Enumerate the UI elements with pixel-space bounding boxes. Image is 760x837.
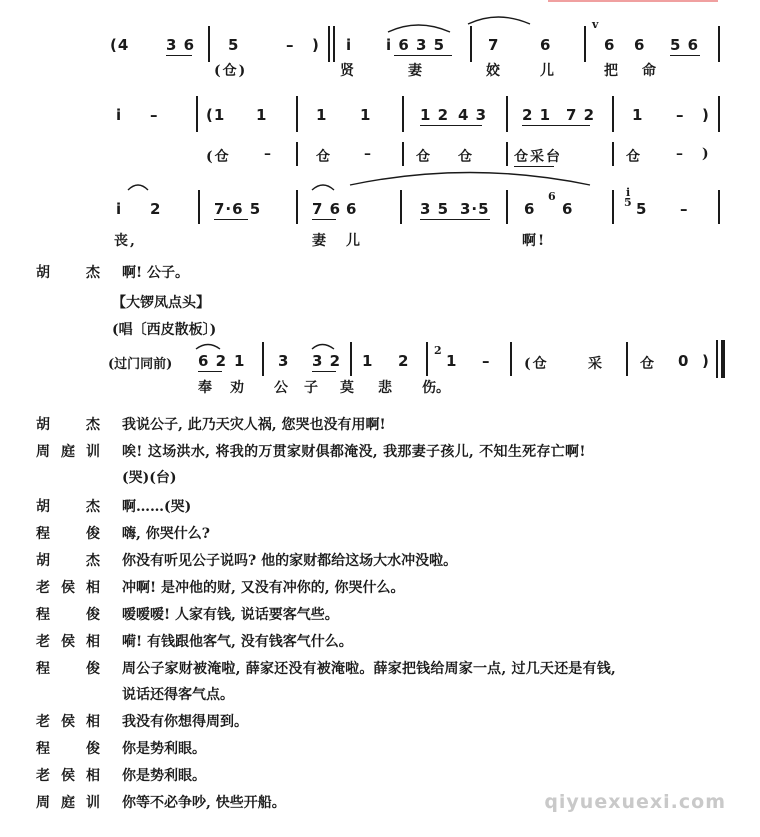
lyric: – bbox=[676, 146, 685, 162]
note: 3 2 bbox=[312, 352, 342, 370]
note: 1 bbox=[362, 352, 374, 370]
note: 1 2 bbox=[420, 106, 450, 124]
speaker-name: 程 俊 bbox=[36, 661, 100, 677]
grace-note: i bbox=[626, 186, 631, 199]
slur bbox=[128, 185, 148, 190]
note: 4 3 bbox=[458, 106, 488, 124]
dialogue-text: 我没有你想得周到。 bbox=[122, 714, 248, 730]
note: 3 5 bbox=[420, 200, 450, 218]
barline bbox=[506, 96, 508, 132]
barline bbox=[296, 142, 298, 166]
barline bbox=[296, 96, 298, 132]
lyric: (仓 bbox=[206, 149, 231, 165]
note: (仓 bbox=[524, 356, 549, 372]
underline bbox=[198, 371, 222, 372]
note: – bbox=[482, 352, 491, 370]
speaker-name: 程 俊 bbox=[36, 741, 100, 757]
note: 1 bbox=[256, 106, 268, 124]
lyric: (仓) bbox=[214, 63, 248, 79]
note: 1 bbox=[446, 352, 458, 370]
dialogue-text: 啊……(哭) bbox=[122, 499, 192, 515]
slur bbox=[350, 173, 590, 186]
breath-mark: v bbox=[592, 18, 599, 31]
lyric: 仓 bbox=[316, 149, 332, 165]
note: 2 1 bbox=[522, 106, 552, 124]
dialogue-text: 嗨, 你哭什么? bbox=[122, 526, 210, 542]
note: 6 bbox=[634, 36, 646, 54]
grace-note: 5 bbox=[624, 196, 632, 209]
note: 0 bbox=[678, 352, 690, 370]
note: 6 bbox=[524, 200, 536, 218]
note: 3·5 bbox=[460, 200, 490, 218]
speaker-name: 老侯相 bbox=[36, 714, 100, 730]
barline bbox=[328, 26, 330, 62]
note: i bbox=[116, 106, 123, 124]
speaker-name: 胡 杰 bbox=[36, 499, 100, 515]
note: 采 bbox=[588, 356, 604, 372]
lyric: 莫 bbox=[340, 380, 354, 396]
note: ) bbox=[702, 352, 710, 370]
barline bbox=[400, 190, 402, 224]
lyric: 仓 bbox=[458, 149, 474, 165]
note: 2 bbox=[150, 200, 162, 218]
underline bbox=[514, 166, 554, 167]
lyric: 儿 bbox=[540, 63, 556, 79]
slur bbox=[196, 345, 220, 350]
note: i 6 3 5 bbox=[386, 36, 446, 54]
barline bbox=[470, 26, 472, 62]
note: 1 bbox=[234, 352, 246, 370]
watermark: qiyuexuexi.com bbox=[544, 791, 726, 813]
barline bbox=[626, 342, 628, 376]
stage-direction: (唱〔西皮散板〕) bbox=[112, 322, 217, 338]
note: 2 bbox=[398, 352, 410, 370]
slur bbox=[388, 25, 450, 32]
note: 5 6 bbox=[670, 36, 700, 54]
speaker-name: 周庭训 bbox=[36, 795, 100, 811]
underline bbox=[420, 125, 482, 126]
lyric: 子 bbox=[304, 380, 318, 396]
note: 7·6 5 bbox=[214, 200, 262, 218]
note: 6 bbox=[604, 36, 616, 54]
lyric: 把 bbox=[604, 63, 620, 79]
dialogue-text: 你等不必争吵, 快些开船。 bbox=[122, 795, 286, 811]
dialogue-text: 嗳嗳嗳! 人家有钱, 说话要客气些。 bbox=[122, 607, 339, 623]
stage-direction: 【大锣凤点头】 bbox=[112, 295, 210, 311]
speaker-name: 周庭训 bbox=[36, 444, 100, 460]
speaker-name: 胡 杰 bbox=[36, 417, 100, 433]
lyric: 妻 bbox=[312, 233, 328, 249]
grace-note: 2 bbox=[434, 344, 442, 357]
note: 7 2 bbox=[566, 106, 596, 124]
barline bbox=[612, 96, 614, 132]
lyric: 仓采台 bbox=[514, 149, 562, 165]
lyric: 仓 bbox=[416, 149, 432, 165]
lyric: – bbox=[364, 146, 373, 162]
barline bbox=[296, 190, 298, 224]
note: 3 6 bbox=[166, 36, 196, 54]
dialogue-text: 冲啊! 是冲他的财, 又没有冲你的, 你哭什么。 bbox=[122, 580, 405, 596]
barline bbox=[716, 340, 718, 378]
note: ) bbox=[312, 36, 320, 54]
barline bbox=[262, 342, 264, 376]
note: – bbox=[286, 36, 295, 54]
underline bbox=[312, 371, 336, 372]
note: 1 bbox=[316, 106, 328, 124]
slur bbox=[312, 345, 334, 350]
grace-note: 6 bbox=[548, 190, 556, 203]
dialogue-text: 说话还得客气点。 bbox=[122, 687, 234, 703]
lyric: 丧, bbox=[114, 233, 137, 249]
dialogue-text: 嗬! 有钱跟他客气, 没有钱客气什么。 bbox=[122, 634, 353, 650]
final-barline bbox=[721, 340, 725, 378]
lyric: 公 bbox=[274, 380, 288, 396]
speaker-name: 老侯相 bbox=[36, 580, 100, 596]
slur bbox=[468, 17, 530, 24]
note: ) bbox=[702, 106, 710, 124]
slur bbox=[312, 185, 334, 190]
barline bbox=[718, 190, 720, 224]
barline bbox=[584, 26, 586, 62]
lyric: 仓 bbox=[626, 149, 642, 165]
underline bbox=[522, 125, 590, 126]
speaker-name: 胡 杰 bbox=[36, 553, 100, 569]
note: i bbox=[116, 200, 123, 218]
lyric: 悲 bbox=[378, 380, 392, 396]
underline bbox=[670, 55, 700, 56]
barline bbox=[198, 190, 200, 224]
lyric: 命 bbox=[642, 63, 658, 79]
dialogue-text: 你是势利眼。 bbox=[122, 768, 206, 784]
speaker-name: 程 俊 bbox=[36, 607, 100, 623]
underline bbox=[312, 219, 336, 220]
lyric: 姣 bbox=[486, 63, 502, 79]
note: (1 bbox=[206, 106, 226, 124]
barline bbox=[402, 142, 404, 166]
note: 7 6 bbox=[312, 200, 342, 218]
note: (4 bbox=[110, 36, 130, 54]
note: i bbox=[346, 36, 353, 54]
underline bbox=[394, 55, 452, 56]
lyric: 儿 bbox=[346, 233, 362, 249]
lyric: 啊! bbox=[522, 233, 547, 249]
dialogue-text: 你没有听见公子说吗? 他的家财都给这场大水冲没啦。 bbox=[122, 553, 458, 569]
barline bbox=[718, 96, 720, 132]
barline bbox=[350, 342, 352, 376]
underline bbox=[420, 219, 490, 220]
barline bbox=[196, 96, 198, 132]
note: 1 bbox=[360, 106, 372, 124]
barline bbox=[510, 342, 512, 376]
underline bbox=[166, 55, 192, 56]
note: 6 2 bbox=[198, 352, 228, 370]
dialogue-text: 啊! 公子。 bbox=[122, 265, 190, 281]
note: 3 bbox=[278, 352, 290, 370]
barline bbox=[718, 26, 720, 62]
note: – bbox=[680, 200, 689, 218]
note: 5 bbox=[228, 36, 240, 54]
note: 7 bbox=[488, 36, 500, 54]
note: 6 bbox=[540, 36, 552, 54]
speaker-name: 老侯相 bbox=[36, 634, 100, 650]
barline bbox=[333, 26, 335, 62]
note: 5 bbox=[636, 200, 648, 218]
barline bbox=[612, 190, 614, 224]
underline bbox=[214, 219, 248, 220]
note: 6 bbox=[562, 200, 574, 218]
lyric: 伤。 bbox=[422, 380, 450, 396]
note: 1 bbox=[632, 106, 644, 124]
lyric: 贤 bbox=[340, 63, 356, 79]
barline bbox=[402, 96, 404, 132]
dialogue-text: 你是势利眼。 bbox=[122, 741, 206, 757]
barline bbox=[506, 142, 508, 166]
lyric: 劝 bbox=[230, 380, 244, 396]
dialogue-text: 我说公子, 此乃天灾人祸, 您哭也没有用啊! bbox=[122, 417, 386, 433]
note: – bbox=[150, 106, 159, 124]
note: 仓 bbox=[640, 356, 656, 372]
lyric: ) bbox=[702, 146, 711, 162]
note: 6 bbox=[346, 200, 358, 218]
barline bbox=[612, 142, 614, 166]
barline bbox=[506, 190, 508, 224]
interlude-label: (过门同前) bbox=[108, 357, 173, 372]
speaker-name: 胡 杰 bbox=[36, 265, 100, 281]
lyric: 奉 bbox=[198, 380, 212, 396]
speaker-name: 老侯相 bbox=[36, 768, 100, 784]
speaker-name: 程 俊 bbox=[36, 526, 100, 542]
note: – bbox=[676, 106, 685, 124]
barline bbox=[426, 342, 428, 376]
stage-direction: (哭)(台) bbox=[122, 470, 177, 486]
lyric: – bbox=[264, 146, 273, 162]
dialogue-text: 周公子家财被淹啦, 薛家还没有被淹啦。薛家把钱给周家一点, 过几天还是有钱, bbox=[122, 661, 616, 677]
lyric: 妻 bbox=[408, 63, 424, 79]
barline bbox=[208, 26, 210, 62]
dialogue-text: 唉! 这场洪水, 将我的万贯家财俱都淹没, 我那妻子孩儿, 不知生死存亡啊! bbox=[122, 444, 586, 460]
